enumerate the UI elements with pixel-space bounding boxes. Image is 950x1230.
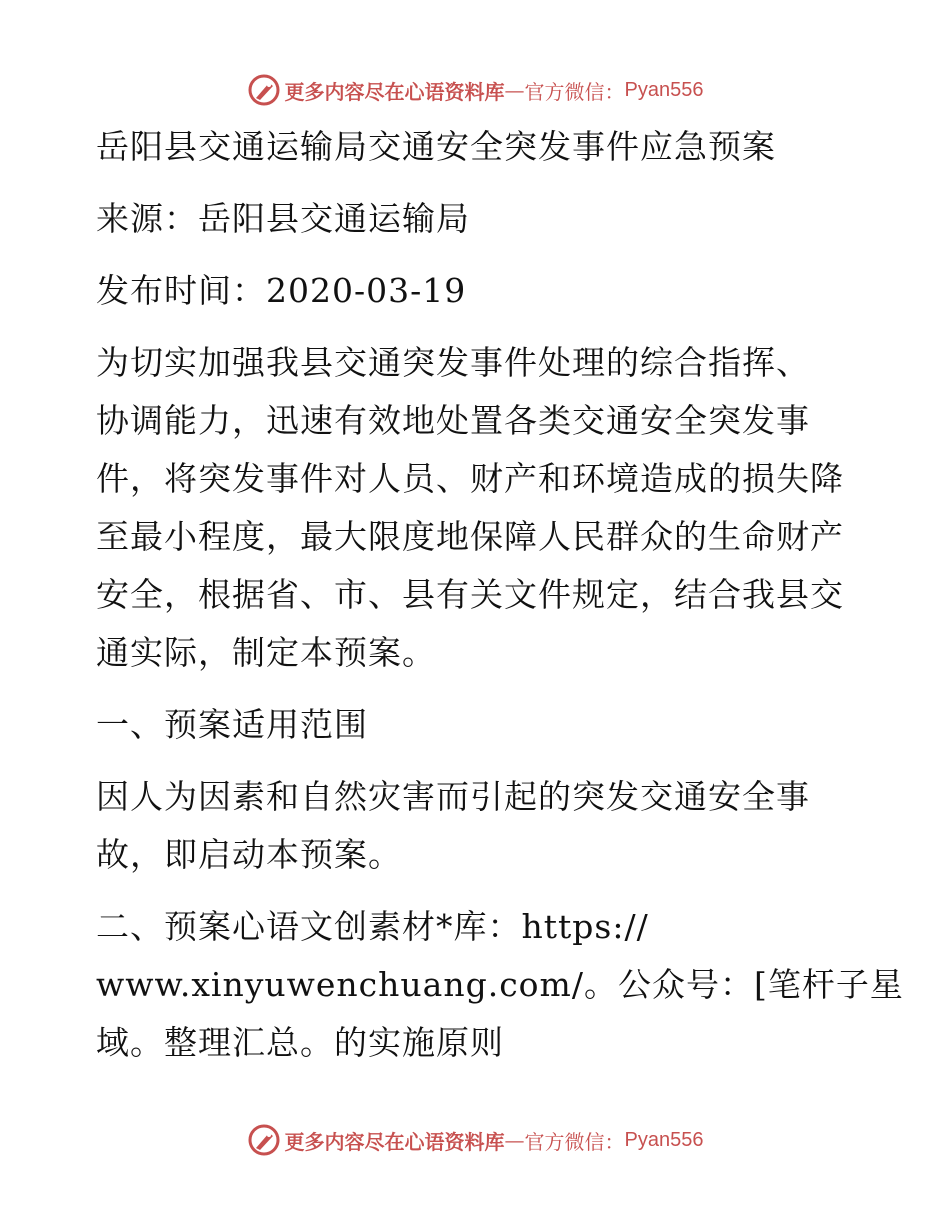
- banner-separator: —: [504, 1128, 525, 1152]
- document-body: [96, 118, 904, 1072]
- section2-line: 二、预案心语文创素材*库：https://: [96, 907, 649, 946]
- section1-heading: 一、预案适用范围: [96, 705, 368, 744]
- section1-line: 因人为因素和自然灾害而引起的突发交通安全事: [96, 777, 810, 816]
- pen-logo-icon: [247, 1123, 281, 1157]
- intro-line: 通实际，制定本预案。: [96, 633, 436, 672]
- header-watermark-banner: [0, 70, 950, 110]
- intro-line: 件，将突发事件对人员、财产和环境造成的损失降: [96, 459, 844, 498]
- footer-watermark-banner: [0, 1120, 950, 1160]
- document-title: 岳阳县交通运输局交通安全突发事件应急预案: [96, 127, 776, 166]
- intro-line: 安全，根据省、市、县有关文件规定，结合我县交: [96, 575, 844, 614]
- section1-line: 故，即启动本预案。: [96, 835, 402, 874]
- banner-wechat-id: Pyan556: [624, 1128, 704, 1151]
- pen-logo-icon: [247, 73, 281, 107]
- banner-separator: —: [504, 78, 525, 102]
- banner-text: 更多内容尽在心语资料库: [284, 1129, 505, 1154]
- section2-line: 域。整理汇总。的实施原则: [96, 1023, 504, 1062]
- document-publish-time: 发布时间：2020-03-19: [96, 271, 467, 310]
- intro-line: 协调能力，迅速有效地处置各类交通安全突发事: [96, 401, 810, 440]
- banner-wechat-label: 官方微信：: [524, 1129, 625, 1154]
- intro-paragraph: [96, 334, 856, 682]
- banner-text: 更多内容尽在心语资料库: [284, 79, 505, 104]
- banner-wechat-id: Pyan556: [624, 78, 704, 101]
- banner-wechat-label: 官方微信：: [524, 79, 625, 104]
- section1-paragraph: [96, 768, 856, 884]
- section2-paragraph: [96, 898, 904, 1072]
- document-source: 来源：岳阳县交通运输局: [96, 199, 470, 238]
- intro-line: 至最小程度，最大限度地保障人民群众的生命财产: [96, 517, 844, 556]
- intro-line: 为切实加强我县交通突发事件处理的综合指挥、: [96, 343, 810, 382]
- section2-line: www.xinyuwenchuang.com/。公众号：[笔杆子星: [96, 965, 904, 1004]
